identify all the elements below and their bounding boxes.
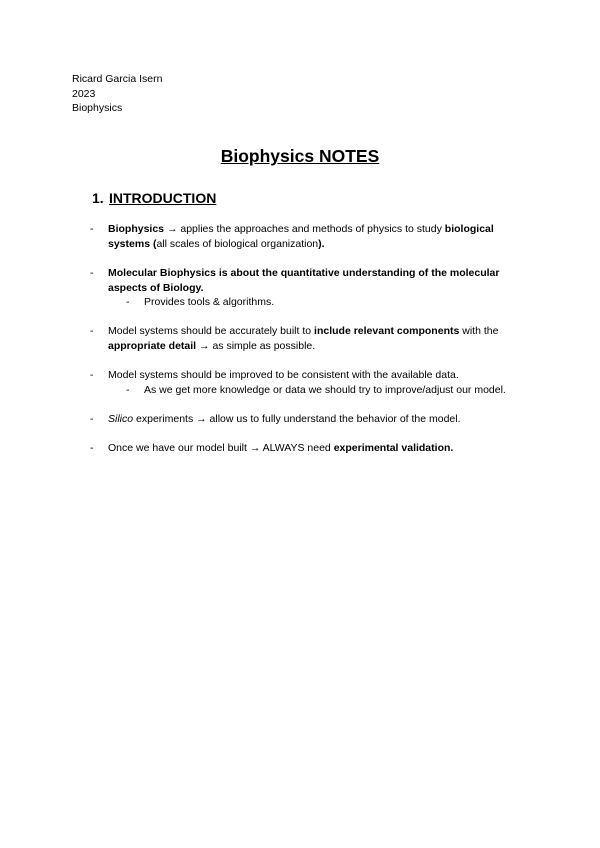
bullet-dash: - [90,442,94,454]
list-item-text: As we get more knowledge or data we should try to improve/adjust our model. [144,384,506,396]
text-run: all scales of biological organization [156,238,319,250]
document-subject: Biophysics [72,102,123,114]
text-run: Once we have our model built → ALWAYS need [108,442,334,454]
page-title: Biophysics NOTES [220,146,380,166]
list-item [90,441,530,456]
section-number: 1. [92,190,104,206]
bullet-dash: - [90,325,94,337]
list-item-text [108,441,530,456]
text-run: Model systems should be accurately built to [108,325,315,337]
list-item [90,222,530,252]
list-item-text [108,324,530,354]
text-run: with the [459,325,499,337]
section-heading [92,190,216,206]
author-name: Ricard Garcia Isern [72,73,163,85]
list-item [90,266,530,296]
text-run: → as simple as possible. [196,340,316,352]
bold-term: Biophysics [108,223,165,235]
bold-term: ). [318,238,325,250]
list-item-text [108,222,530,252]
bullet-dash: - [90,267,94,279]
list-item-text: Model systems should be improved to be consistent with the available data. [108,369,459,381]
bullet-dash: - [126,384,130,396]
bold-term: experimental validation. [333,442,454,454]
list-item [90,368,530,383]
sub-list-item [126,295,546,310]
document-header [72,72,162,116]
section-title: INTRODUCTION [109,190,217,206]
bullet-dash: - [90,223,94,235]
sub-list-item [126,383,546,398]
list-item-text: Provides tools & algorithms. [144,296,275,308]
text-run: → applies the approaches and methods of physics to study [164,223,445,235]
document-year: 2023 [72,87,96,100]
italic-term: Silico [108,413,134,425]
bullet-dash: - [90,369,94,381]
bullet-dash: - [126,296,130,308]
bullet-dash: - [90,413,94,425]
list-item [90,412,530,427]
text-run: experiments → allow us to fully understand the behavior of the model. [133,413,461,425]
list-item-text [108,412,530,427]
bold-term: Molecular Biophysics is about the quantitative understanding of the molecular aspects of Biology. [108,267,500,294]
list-item [90,324,530,354]
bold-term: biological systems ( [108,223,494,250]
bold-term: appropriate detail [108,340,197,352]
bold-term: include relevant components [314,325,460,337]
list-item-text [108,266,530,296]
